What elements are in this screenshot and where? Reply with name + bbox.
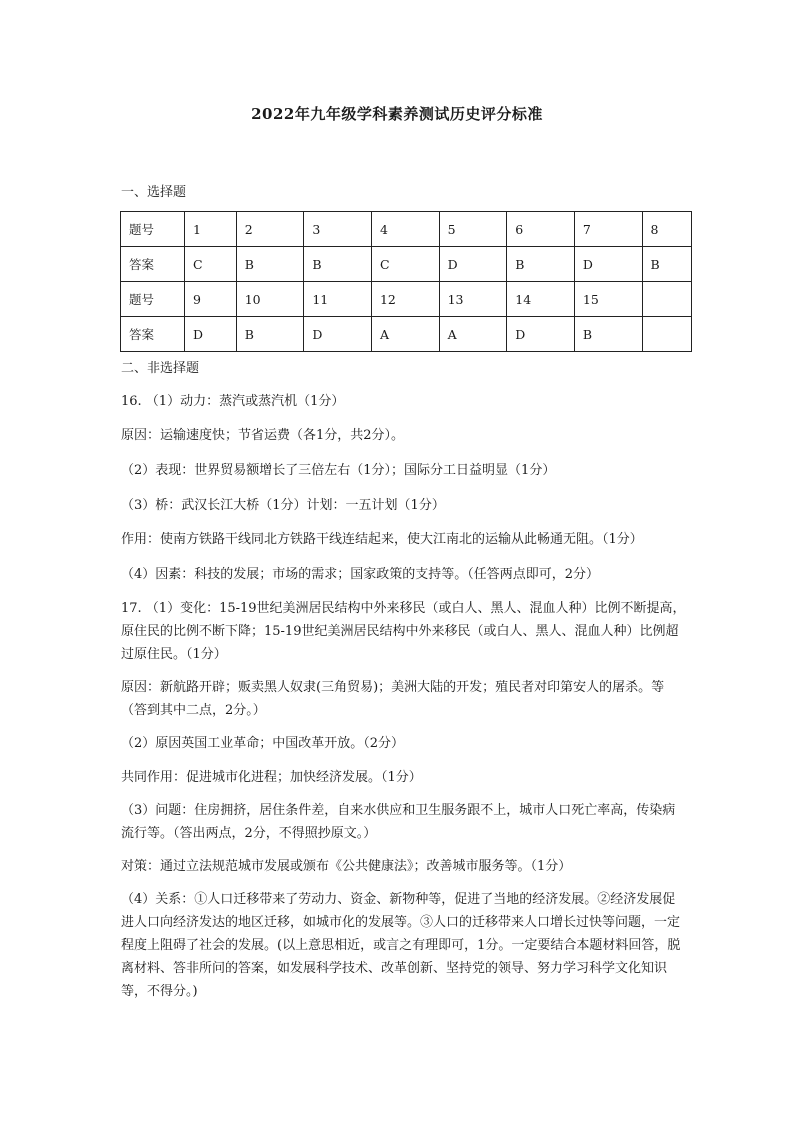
table-cell: B	[507, 247, 575, 282]
table-cell: B	[574, 317, 642, 352]
answer-paragraph: 原因：运输速度快；节省运费（各1分，共2分）。	[121, 428, 405, 443]
table-row	[121, 247, 692, 282]
table-cell: D	[185, 317, 237, 352]
table-cell: 9	[185, 282, 237, 317]
answer-paragraph: （2）表现：世界贸易额增长了三倍左右（1分）；国际分工日益明显（1分）	[121, 463, 556, 478]
table-cell: 5	[439, 212, 507, 247]
answer-paragraph: 16. （1）动力：蒸汽或蒸汽机（1分）	[121, 394, 345, 409]
table-row-header: 答案	[121, 247, 185, 282]
answer-paragraph: 作用：使南方铁路干线同北方铁路干线连结起来，使大江南北的运输从此畅通无阻。（1分）	[121, 532, 643, 547]
table-cell: 10	[236, 282, 304, 317]
section-heading-choice: 一、选择题	[121, 185, 187, 200]
table-cell	[642, 317, 691, 352]
table-cell: 12	[371, 282, 439, 317]
table-cell: B	[236, 247, 304, 282]
table-cell: 14	[507, 282, 575, 317]
table-row-header: 答案	[121, 317, 185, 352]
table-cell: 15	[574, 282, 642, 317]
table-cell: C	[185, 247, 237, 282]
answer-paragraph: （2）原因英国工业革命；中国改革开放。（2分）	[121, 736, 405, 751]
answer-paragraph: 17. （1）变化：15-19世纪美洲居民结构中外来移民（或白人、黑人、混血人种）比例不断提高，原住民的比例不断下降；15-19世纪美洲居民结构中外来移民（或白人、黑人、混血人种）比例超过原住民。（1分）	[121, 601, 686, 662]
table-cell: 1	[185, 212, 237, 247]
table-cell	[642, 282, 691, 317]
table-cell: B	[236, 317, 304, 352]
table-cell: 11	[304, 282, 372, 317]
table-cell: B	[304, 247, 372, 282]
table-cell: D	[439, 247, 507, 282]
table-cell: C	[371, 247, 439, 282]
answer-paragraph: 对策：通过立法规范城市发展或颁布《公共健康法》；改善城市服务等。（1分）	[121, 859, 572, 874]
answer-paragraph: 原因：新航路开辟；贩卖黑人奴隶(三角贸易)；美洲大陆的开发；殖民者对印第安人的屠杀。等（答到其中二点，2分。）	[121, 680, 665, 718]
answer-paragraph: 共同作用：促进城市化进程；加快经济发展。（1分）	[121, 770, 422, 785]
table-cell: 13	[439, 282, 507, 317]
table-cell: A	[439, 317, 507, 352]
answer-paragraph: （3）桥：武汉长江大桥（1分）计划：一五计划（1分）	[121, 498, 445, 513]
table-cell: D	[574, 247, 642, 282]
table-cell: 8	[642, 212, 691, 247]
section-heading-nonchoice: 二、非选择题	[121, 361, 200, 376]
table-cell: 3	[304, 212, 372, 247]
table-cell: 7	[574, 212, 642, 247]
table-row-header: 题号	[121, 282, 185, 317]
answer-paragraph: （4）关系：①人口迁移带来了劳动力、资金、新物种等，促进了当地的经济发展。②经济发展促进人口向经济发达的地区迁移，如城市化的发展等。③人口的迁移带来人口增长过快等问题，一定程度上阻碍了社会的发展。(以上意思相近，或言之有理即可，1分。一定要结合本题材料回答，脱离材料、答非所问的答案，如发展科学技术、改革创新、坚持党的领导、努力学习科学文化知识等，不得分。)	[121, 892, 681, 999]
table-row-header: 题号	[121, 212, 185, 247]
table-row	[121, 212, 692, 247]
page-title: 2022年九年级学科素养测试历史评分标准	[251, 105, 543, 123]
answer-table	[120, 211, 692, 352]
table-row	[121, 317, 692, 352]
answer-paragraph: （3）问题：住房拥挤，居住条件差，自来水供应和卫生服务跟不上，城市人口死亡率高，传染病流行等。（答出两点，2分，不得照抄原文。）	[121, 803, 676, 841]
table-cell: 6	[507, 212, 575, 247]
table-row	[121, 282, 692, 317]
answer-paragraph: （4）因素：科技的发展；市场的需求；国家政策的支持等。（任答两点即可，2分）	[121, 567, 600, 582]
table-cell: 2	[236, 212, 304, 247]
table-cell: D	[507, 317, 575, 352]
table-cell: A	[371, 317, 439, 352]
table-cell: D	[304, 317, 372, 352]
table-cell: B	[642, 247, 691, 282]
table-cell: 4	[371, 212, 439, 247]
